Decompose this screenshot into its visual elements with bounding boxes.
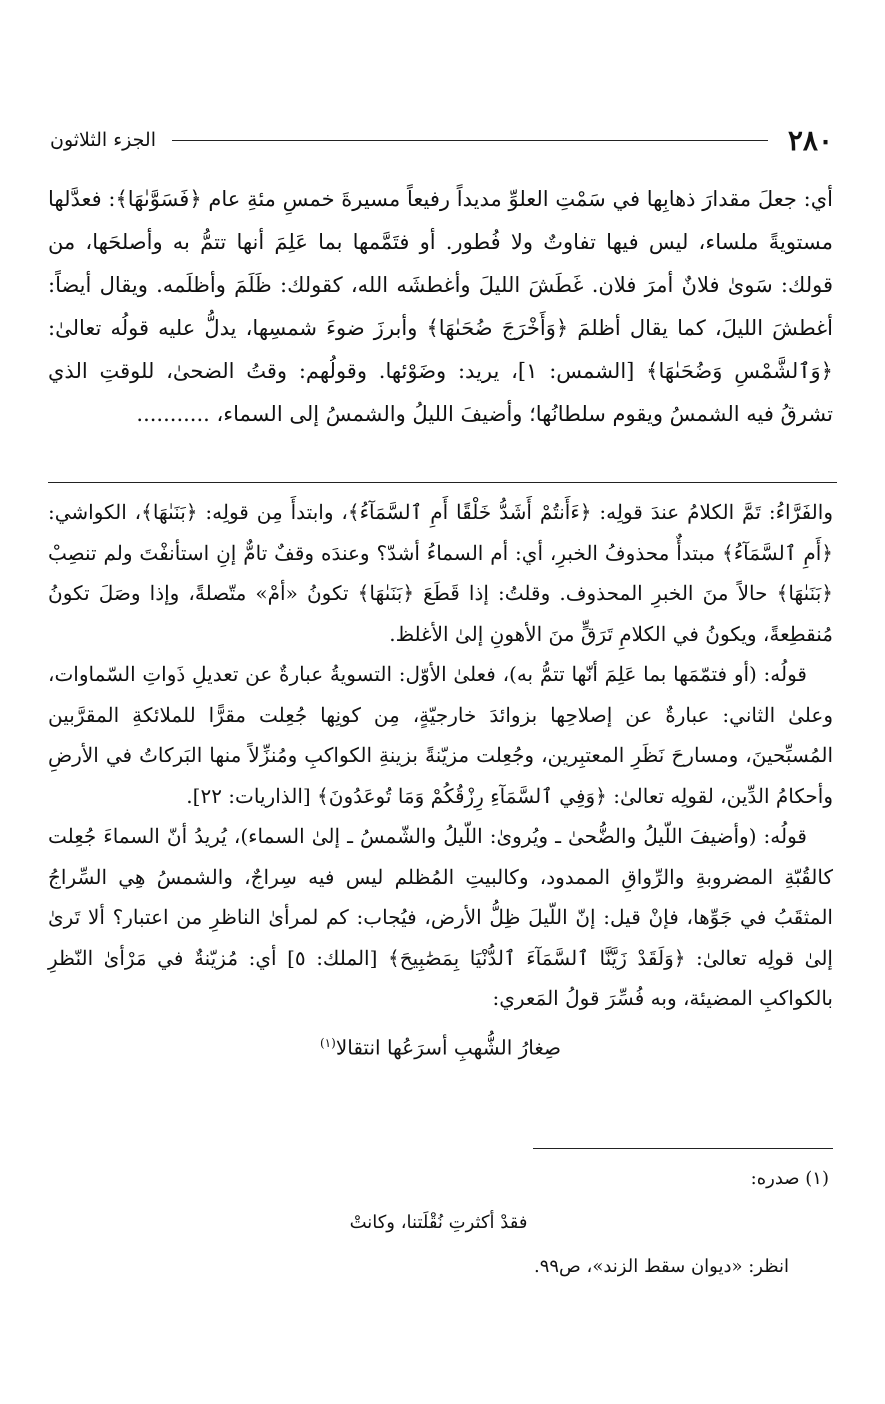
verse-text: صِغارُ الشُّهبِ أسرَعُها انتقالا <box>335 1035 561 1060</box>
commentary-paragraph-3: قولُه: (وأضيفَ اللّيلُ والضُّحىٰ ـ ويُروىٰ: اللّيلُ والشّمسُ ـ إلىٰ السماء)، يُريدُ أنّ السماءَ جُعِلت كالقُبّةِ المضروبةِ والرِّواقِ الممدود، وكالبيتِ المُظلم ليس فيه سِراجٌ، والشمسُ هِي السِّراجُ المثقَبُ في جَوِّها، فإنْ قيل: إنّ اللّيلَ ظِلُّ الأرض، فيُجاب: كم لمرأىٰ الناظرِ من اعتبار؟ ألا تَرىٰ إلىٰ قولِه تعالىٰ: ﴿وَلَقَدْ زَيَّنَّا ٱلسَّمَآءَ ٱلدُّنْيَا بِمَصَٰبِيحَ﴾ [الملك: ٥] أي: مُزيّنةٌ في مَرْأىٰ النّظرِ بالكواكبِ المضيئة، وبه فُسِّرَ قولُ المَعري: <box>48 824 833 1010</box>
commentary-paragraph-2: قولُه: (أو فتمّمَها بما عَلِمَ أنّها تتمُّ به)، فعلىٰ الأوّل: التسويةُ عبارةٌ عن تعديلِ ذَواتِ السّماوات، وعلىٰ الثاني: عبارةٌ عن إصلاحِها بزوائدَ خارجيّةٍ، مِن كونِها جُعِلت مقرًّا للملائكةِ المقرَّبين المُسبِّحينَ، ومسارحَ نَظَرِ المعتبِرين، وجُعِلت مزيّنةً بزينةِ الكواكبِ ومُنزِّلاً منها البَركاتُ في الأرضِ وأحكامُ الدِّين، لقولِه تعالىٰ: ﴿وَفِي ٱلسَّمَآءِ رِزْقُكُمْ وَمَا تُوعَدُونَ﴾ [الذاريات: ٢٢]. <box>48 662 833 808</box>
footnote-1: (١) صدره: <box>750 1168 829 1189</box>
poetry-verse <box>48 1023 833 1068</box>
footnote-reference: انظر: «ديوان سقط الزند»، ص٩٩. <box>533 1256 789 1277</box>
commentary-paragraph-1: والفَرَّاءُ: تَمَّ الكلامُ عندَ قولِه: ﴿ءَأَنتُمْ أَشَدُّ خَلْقًا أَمِ ٱلسَّمَآءُ﴾، وابتدأَ مِن قولِه: ﴿بَنَىٰهَا﴾، الكواشي: ﴿أَمِ ٱلسَّمَآءُ﴾ مبتدأٌ محذوفُ الخبرِ، أي: أم السماءُ أشدّ؟ وعندَه وقفٌ تامٌّ إنِ استأنفْتَ ولم تنصِبْ ﴿بَنَىٰهَا﴾ حالاً منَ الخبرِ المحذوف. وقلتُ: إذا قَطَعَ ﴿بَنَىٰهَا﴾ تكونُ «أمْ» متّصلةً، وإذا وصَلَ تكونُ مُنقطِعةً، ويكونُ في الكلامِ تَرَقٍّ منَ الأهونِ إلىٰ الأغلظ. <box>48 500 833 646</box>
main-paragraph: أي: جعلَ مقدارَ ذهابِها في سَمْتِ العلوِّ مديداً رفيعاً مسيرةَ خمسِ مئةِ عام ﴿فَسَوَّىٰهَا﴾: فعدَّلها مستويةً ملساء، ليس فيها تفاوتٌ ولا فُطور. أو فتَمَّمها بما عَلِمَ أنها تتمُّ به وأصلحَها، من قولك: سَوىٰ فلانٌ أمرَ فلان. غَطَشَ الليلَ وأغطشَه الله، كقولك: ظَلَمَ وأظلَمه. ويقال أيضاً: أغطشَ الليلَ، كما يقال أظلمَ ﴿وَأَخْرَجَ ضُحَىٰهَا﴾ وأبرزَ ضوءَ شمسِها، يدلُّ عليه قولُه تعالىٰ: ﴿وَٱلشَّمْسِ وَضُحَىٰهَا﴾ [الشمس: ١]، يريد: وضَوْئها. وقولُهم: وقتُ الضحىٰ، للوقتِ الذي تشرقُ فيه الشمسُ ويقوم سلطانُها؛ وأضيفَ الليلُ والشمسُ إلى السماء، ........... <box>48 187 833 426</box>
footnote-verse: فقدْ أكثرتِ نُقْلَتنا، وكانتْ <box>349 1212 528 1233</box>
commentary <box>48 492 833 1068</box>
footnote-rule <box>533 1148 833 1149</box>
page-header <box>50 120 833 160</box>
footnote-marker[interactable]: (١) <box>319 1035 336 1050</box>
footnotes <box>48 1160 829 1286</box>
page-number: ٢٨٠ <box>787 123 833 157</box>
section-divider <box>48 482 837 483</box>
main-text <box>48 178 833 436</box>
running-head: الجزء الثلاثون <box>50 129 156 151</box>
header-rule <box>172 140 768 141</box>
